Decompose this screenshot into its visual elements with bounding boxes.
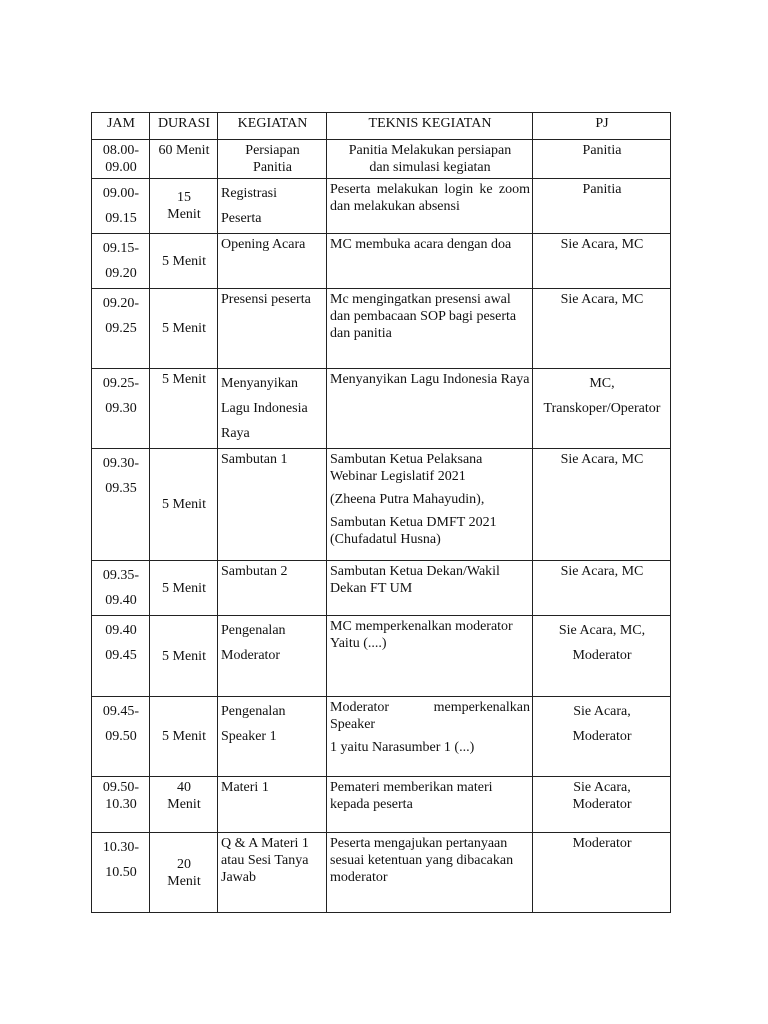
table-row bbox=[92, 179, 671, 234]
cell-jam: 09.25- 09.30 bbox=[92, 369, 150, 449]
cell-teknis: MC memperkenalkan moderator Yaitu (....) bbox=[327, 616, 533, 697]
cell-kegiatan: Pengenalan Moderator bbox=[218, 616, 327, 697]
cell-teknis: Mc mengingatkan presensi awal dan pembacaan SOP bagi peserta dan panitia bbox=[327, 289, 533, 369]
table-row bbox=[92, 234, 671, 289]
cell-jam: 09.45- 09.50 bbox=[92, 697, 150, 777]
header-jam: JAM bbox=[92, 113, 150, 140]
cell-jam: 09.20- 09.25 bbox=[92, 289, 150, 369]
cell-pj: Panitia bbox=[533, 140, 671, 179]
table-row bbox=[92, 289, 671, 369]
cell-teknis: Pemateri memberikan materi kepada peserta bbox=[327, 777, 533, 833]
cell-durasi: 5 Menit bbox=[150, 561, 218, 616]
cell-pj: Moderator bbox=[533, 833, 671, 913]
cell-durasi: 5 Menit bbox=[150, 234, 218, 289]
cell-kegiatan: Registrasi Peserta bbox=[218, 179, 327, 234]
cell-pj: Sie Acara, MC, Moderator bbox=[533, 616, 671, 697]
cell-durasi: 5 Menit bbox=[150, 369, 218, 449]
cell-jam: 09.35- 09.40 bbox=[92, 561, 150, 616]
cell-pj: Sie Acara, MC bbox=[533, 561, 671, 616]
header-row bbox=[92, 113, 671, 140]
table-row bbox=[92, 449, 671, 561]
cell-teknis: Menyanyikan Lagu Indonesia Raya bbox=[327, 369, 533, 449]
cell-kegiatan: Pengenalan Speaker 1 bbox=[218, 697, 327, 777]
header-teknis-kegiatan: TEKNIS KEGIATAN bbox=[327, 113, 533, 140]
cell-pj: Sie Acara, MC bbox=[533, 234, 671, 289]
cell-teknis: Sambutan Ketua Pelaksana Webinar Legislatif 2021 (Zheena Putra Mahayudin), Sambutan Ketua DMFT 2021 (Chufadatul Husna) bbox=[327, 449, 533, 561]
cell-durasi: 5 Menit bbox=[150, 289, 218, 369]
table-row bbox=[92, 369, 671, 449]
cell-pj: MC, Transkoper/Operator bbox=[533, 369, 671, 449]
cell-teknis: Peserta melakukan login ke zoom dan melakukan absensi bbox=[327, 179, 533, 234]
cell-pj: Panitia bbox=[533, 179, 671, 234]
cell-teknis: Peserta mengajukan pertanyaan sesuai ketentuan yang dibacakan moderator bbox=[327, 833, 533, 913]
cell-jam: 09.15- 09.20 bbox=[92, 234, 150, 289]
cell-kegiatan: Persiapan Panitia bbox=[218, 140, 327, 179]
table-row bbox=[92, 561, 671, 616]
cell-durasi: 5 Menit bbox=[150, 449, 218, 561]
cell-pj: Sie Acara, Moderator bbox=[533, 777, 671, 833]
cell-durasi: 40 Menit bbox=[150, 777, 218, 833]
cell-kegiatan: Menyanyikan Lagu Indonesia Raya bbox=[218, 369, 327, 449]
cell-kegiatan: Sambutan 1 bbox=[218, 449, 327, 561]
table-row bbox=[92, 777, 671, 833]
cell-pj: Sie Acara, MC bbox=[533, 449, 671, 561]
cell-durasi: 20 Menit bbox=[150, 833, 218, 913]
header-pj: PJ bbox=[533, 113, 671, 140]
cell-durasi: 15 Menit bbox=[150, 179, 218, 234]
cell-pj: Sie Acara, MC bbox=[533, 289, 671, 369]
cell-jam: 09.30- 09.35 bbox=[92, 449, 150, 561]
header-kegiatan: KEGIATAN bbox=[218, 113, 327, 140]
table-row bbox=[92, 833, 671, 913]
cell-jam: 10.30- 10.50 bbox=[92, 833, 150, 913]
cell-durasi: 5 Menit bbox=[150, 616, 218, 697]
table-row bbox=[92, 616, 671, 697]
cell-jam: 09.00- 09.15 bbox=[92, 179, 150, 234]
cell-kegiatan: Materi 1 bbox=[218, 777, 327, 833]
schedule-table bbox=[91, 112, 671, 913]
cell-durasi: 5 Menit bbox=[150, 697, 218, 777]
cell-jam: 09.40 09.45 bbox=[92, 616, 150, 697]
cell-jam: 09.50- 10.30 bbox=[92, 777, 150, 833]
table-row bbox=[92, 140, 671, 179]
header-durasi: DURASI bbox=[150, 113, 218, 140]
cell-teknis: MC membuka acara dengan doa bbox=[327, 234, 533, 289]
table-row bbox=[92, 697, 671, 777]
cell-teknis: Sambutan Ketua Dekan/Wakil Dekan FT UM bbox=[327, 561, 533, 616]
cell-jam: 08.00- 09.00 bbox=[92, 140, 150, 179]
cell-durasi: 60 Menit bbox=[150, 140, 218, 179]
cell-pj: Sie Acara, Moderator bbox=[533, 697, 671, 777]
cell-teknis: Panitia Melakukan persiapan dan simulasi kegiatan bbox=[327, 140, 533, 179]
cell-kegiatan: Presensi peserta bbox=[218, 289, 327, 369]
cell-kegiatan: Sambutan 2 bbox=[218, 561, 327, 616]
cell-kegiatan: Opening Acara bbox=[218, 234, 327, 289]
cell-kegiatan: Q & A Materi 1 atau Sesi Tanya Jawab bbox=[218, 833, 327, 913]
cell-teknis: Moderator memperkenalkan Speaker 1 yaitu Narasumber 1 (...) bbox=[327, 697, 533, 777]
